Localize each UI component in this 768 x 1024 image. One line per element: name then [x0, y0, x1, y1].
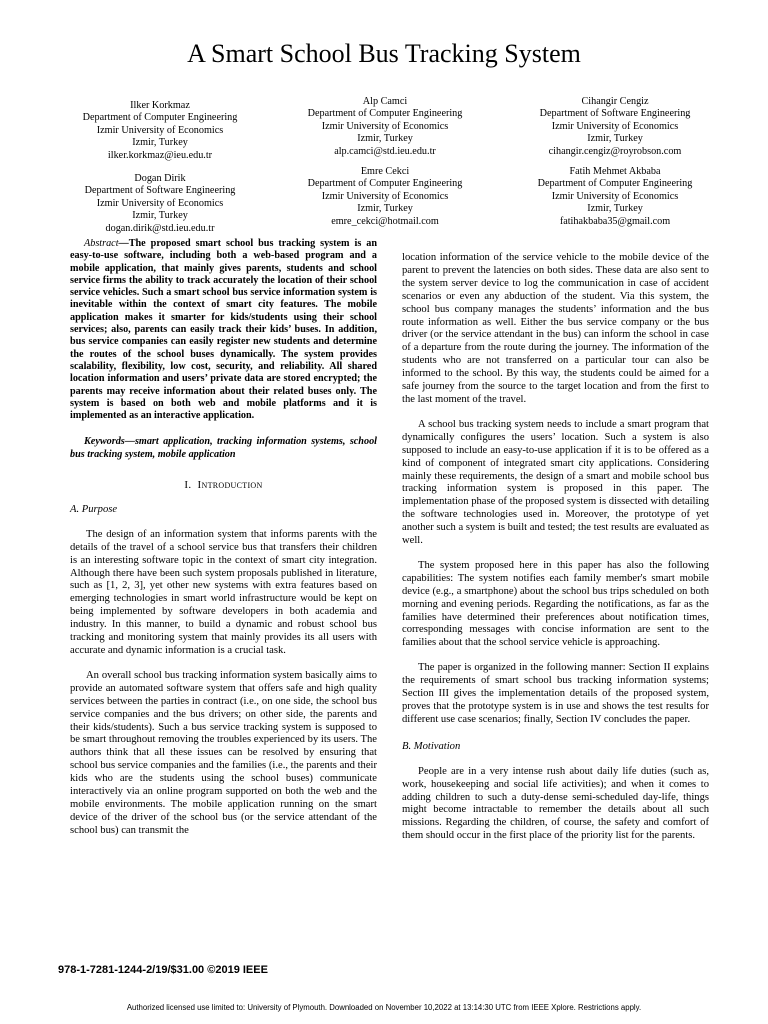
subsection-heading-motivation: B. Motivation [402, 740, 461, 752]
author-city: Izmir, Turkey [587, 203, 643, 215]
author-department: Department of Computer Engineering [307, 178, 463, 190]
author-city: Izmir, Turkey [357, 133, 413, 145]
author-department: Department of Computer Engineering [537, 178, 693, 190]
author-city: Izmir, Turkey [357, 203, 413, 215]
author-university: Izmir University of Economics [96, 124, 224, 136]
license-footer: Authorized licensed use limited to: University of Plymouth. Downloaded on November 10,2022 at 13:14:30 UTC from IEEE Xplore. Restrictions apply. [126, 1003, 642, 1012]
right-column [402, 252, 709, 843]
left-column [70, 238, 377, 838]
author-email: emre_cekci@hotmail.com [331, 215, 439, 227]
paragraph: The paper is organized in the following manner: Section II explains the requirements of smart school bus tracking information systems; Section III gives the implementation details of the proposed system, proves that the prototype system is in use and shows the test results for different use case scenarios; finally, Section IV concludes the paper. [402, 662, 709, 725]
paragraph: The design of an information system that informs parents with the details of the travel of a school service bus that transfers their children is an interesting software topic in the context of smart city integration. Although there have been such system proposals published in literature, such as [1, 2, 3], yet other new systems with extra features based on emerging technologies in smart world infrastructure would be kept on being implemented by software developers in both academia and industry. In this manner, to build a dynamic and robust school bus tracking and monitoring system that mainly provides its all users with accurate and dynamic information is a crucial task. [70, 528, 377, 657]
paragraph: An overall school bus tracking information system basically aims to provide an automated software system that offers safe and high quality services between the parties in contract (i.e., on one side, the school bus service companies and the bus drivers; on other side, the parents and their kids/students). Such a bus service tracking system is supposed to be smart throughout removing the troubles experienced by its users. The authors think that all these issues can be resolved by ensuring that school bus service companies and the families (i.e., the parents and their kids who are the students using the school buses) communicate interactively via an online program supported on both the web and the mobile environments. The mobile application running on the smart device of the driver of the school bus (or the service attendant of the school bus) can transmit the [70, 669, 377, 836]
author-department: Department of Computer Engineering [307, 108, 463, 120]
author-name: Cihangir Cengiz [581, 96, 649, 107]
author-email: alp.camci@std.ieu.edu.tr [334, 145, 436, 157]
paragraph: People are in a very intense rush about daily life duties (such as, work, housekeeping and social life activities); and when it comes to adding children to such a duty-dense semi-scheduled day-life, things might become intractable to remember the details about all such missions. Regarding the children, of course, the safety and comfort of them should occur in the first place of the priority list for the parents. [402, 765, 709, 842]
abstract-text: —The proposed smart school bus tracking system is an easy-to-use software, including both a web-based program and a mobile application, that mainly gives parents, students and school service firms the ability to track accurately the location of their school service vehicles. Such a smart school bus service information system is inevitable within the context of smart city features. The mobile application makes it smarter for kids/students using their school services; also, parents can easily track their kids’ buses. In addition, bus service companies can easily register new students and determine the routes of the school buses dynamically. The system provides scalability, flexibility, low cost, security, and reliability. All shared location information and users’ private data are stored encrypted; the parents may receive information about their related buses only. The system is based on both web and mobile platforms and it is implemented as an interactive application. [70, 238, 377, 422]
section-title: Introduction [197, 479, 263, 492]
author-university: Izmir University of Economics [96, 197, 224, 209]
author-email: fatihakbaba35@gmail.com [559, 215, 671, 227]
section-numeral: I. [184, 479, 192, 492]
author-university: Izmir University of Economics [321, 190, 449, 202]
abstract [70, 238, 377, 422]
isbn-footer: 978-1-7281-1244-2/19/$31.00 ©2019 IEEE [58, 964, 268, 976]
paragraph: location information of the service vehicle to the mobile device of the parent to prevent the latencies on both sides. These data are also sent to the system server device to log the communication in case of accident scenarios or even any abduction of the student. Via this system, the school bus company manages the students’ information and the bus route information as well. Either the bus service company or the bus driver (or the service attendant in the bus) can inform the school in case of a departure from the route during the journey. The information of the students who are not transferred on a particular tour can also be informed to the school. By this way, the students could be aimed for a safe journey from the source to the target location and from the first to the last moment of the travel. [402, 252, 709, 405]
author-email: ilker.korkmaz@ieu.edu.tr [107, 149, 213, 161]
author-2 [275, 96, 495, 158]
author-department: Department of Computer Engineering [82, 112, 238, 124]
author-name: Dogan Dirik [134, 173, 186, 184]
author-university: Izmir University of Economics [551, 120, 679, 132]
author-name: Alp Camci [362, 96, 408, 107]
author-department: Department of Software Engineering [539, 108, 691, 120]
author-name: Ilker Korkmaz [130, 100, 190, 111]
author-email: cihangir.cengiz@royrobson.com [548, 145, 682, 157]
author-6 [505, 166, 725, 228]
author-department: Department of Software Engineering [84, 185, 236, 197]
paragraph: A school bus tracking system needs to include a smart program that dynamically configures the users’ location. Such a system is also supposed to include an easy-to-use application if it is to be offered as a kind of component of integrated smart city applications. Considering mainly these requirements, the design of a smart and mobile school bus tracking information system is proposed in this paper. The implementation phase of the proposed system is dissected with detailing the software technologies used in. Moreover, the prototype of yet another such a system is built and tested; the test results are evaluated as well. [402, 418, 709, 547]
author-city: Izmir, Turkey [132, 137, 188, 149]
paper-title: A Smart School Bus Tracking System [187, 39, 581, 68]
paragraph: The system proposed here in this paper has also the following capabilities: The system notifies each family member's smart mobile device (e.g., a smartphone) about the school bus trips scheduled on both morning and evening periods. Regarding the notifications, as far as the families have determined their preferences about notification times, corresponding messages with concise information are sent to the families about that the school service vehicle is approaching. [402, 559, 709, 649]
author-3 [505, 96, 725, 158]
author-name: Fatih Mehmet Akbaba [569, 166, 661, 177]
author-5 [275, 166, 495, 228]
author-city: Izmir, Turkey [587, 133, 643, 145]
author-university: Izmir University of Economics [551, 190, 679, 202]
keywords: Keywords—smart application, tracking information systems, school bus tracking system, mobile application [70, 436, 377, 460]
author-city: Izmir, Turkey [132, 210, 188, 222]
author-1 [50, 100, 270, 162]
author-4 [50, 173, 270, 235]
author-email: dogan.dirik@std.ieu.edu.tr [105, 222, 215, 234]
author-university: Izmir University of Economics [321, 120, 449, 132]
subsection-heading-purpose: A. Purpose [70, 503, 118, 515]
section-heading-introduction [70, 479, 377, 492]
abstract-label: Abstract [84, 238, 119, 249]
author-name: Emre Cekci [360, 166, 410, 177]
